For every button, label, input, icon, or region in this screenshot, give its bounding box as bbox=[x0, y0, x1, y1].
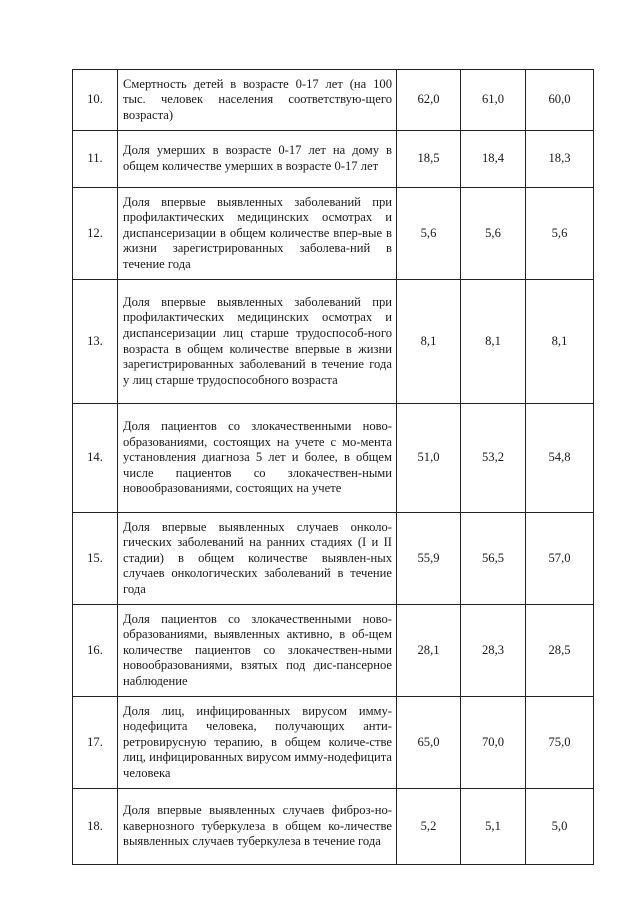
value-year-3: 5,0 bbox=[526, 789, 594, 865]
value-year-3: 8,1 bbox=[526, 280, 594, 404]
table-row bbox=[73, 404, 594, 513]
indicator-description: Смертность детей в возрасте 0-17 лет (на 100 тыс. человек населения соответствую-щего возраста) bbox=[118, 70, 397, 131]
row-number: 11. bbox=[73, 131, 118, 188]
table-row bbox=[73, 697, 594, 789]
table-row bbox=[73, 131, 594, 188]
value-year-1: 5,2 bbox=[397, 789, 461, 865]
table-row bbox=[73, 605, 594, 697]
value-year-2: 28,3 bbox=[461, 605, 526, 697]
value-year-3: 28,5 bbox=[526, 605, 594, 697]
table-row bbox=[73, 188, 594, 280]
value-year-2: 61,0 bbox=[461, 70, 526, 131]
indicator-description: Доля впервые выявленных случаев онколо-гических заболеваний на ранних стадиях (I и II стадии) в общем количестве выявлен-ных случаев онкологических заболеваний в течение года bbox=[118, 513, 397, 605]
value-year-3: 54,8 bbox=[526, 404, 594, 513]
value-year-1: 65,0 bbox=[397, 697, 461, 789]
table-row bbox=[73, 70, 594, 131]
value-year-1: 18,5 bbox=[397, 131, 461, 188]
indicator-description: Доля лиц, инфицированных вирусом имму-нодефицита человека, получающих анти-ретровирусную терапию, в общем количе-стве лиц, инфицированных вирусом имму-нодефицита человека bbox=[118, 697, 397, 789]
row-number: 18. bbox=[73, 789, 118, 865]
indicators-table-body bbox=[73, 70, 594, 865]
value-year-3: 57,0 bbox=[526, 513, 594, 605]
indicators-table bbox=[72, 69, 594, 865]
value-year-2: 5,6 bbox=[461, 188, 526, 280]
value-year-2: 70,0 bbox=[461, 697, 526, 789]
indicator-description: Доля впервые выявленных случаев фиброз-но-кавернозного туберкулеза в общем ко-личестве выявленных случаев туберкулеза в течение года bbox=[118, 789, 397, 865]
value-year-2: 53,2 bbox=[461, 404, 526, 513]
value-year-3: 18,3 bbox=[526, 131, 594, 188]
value-year-3: 5,6 bbox=[526, 188, 594, 280]
indicator-description: Доля умерших в возрасте 0-17 лет на дому в общем количестве умерших в возрасте 0-17 лет bbox=[118, 131, 397, 188]
value-year-1: 28,1 bbox=[397, 605, 461, 697]
value-year-1: 51,0 bbox=[397, 404, 461, 513]
indicator-description: Доля пациентов со злокачественными ново-образованиями, выявленных активно, в об-щем количестве пациентов со злокачествен-ными новообразованиями, взятых под дис-пансерное наблюдение bbox=[118, 605, 397, 697]
value-year-3: 75,0 bbox=[526, 697, 594, 789]
row-number: 15. bbox=[73, 513, 118, 605]
table-row bbox=[73, 789, 594, 865]
row-number: 12. bbox=[73, 188, 118, 280]
value-year-2: 5,1 bbox=[461, 789, 526, 865]
row-number: 16. bbox=[73, 605, 118, 697]
table-row bbox=[73, 513, 594, 605]
value-year-1: 62,0 bbox=[397, 70, 461, 131]
row-number: 13. bbox=[73, 280, 118, 404]
row-number: 10. bbox=[73, 70, 118, 131]
indicator-description: Доля впервые выявленных заболеваний при профилактических медицинских осмотрах и диспансеризации лиц старше трудоспособ-ного возраста в общем количестве впервые в жизни зарегистрированных заболеваний в течение года у лиц старше трудоспособного возраста bbox=[118, 280, 397, 404]
row-number: 14. bbox=[73, 404, 118, 513]
indicator-description: Доля пациентов со злокачественными ново-образованиями, состоящих на учете с мо-мента установления диагноза 5 лет и более, в общем числе пациентов со злокачествен-ными новообразованиями, состоящих на учете bbox=[118, 404, 397, 513]
value-year-1: 8,1 bbox=[397, 280, 461, 404]
value-year-1: 55,9 bbox=[397, 513, 461, 605]
row-number: 17. bbox=[73, 697, 118, 789]
value-year-1: 5,6 bbox=[397, 188, 461, 280]
indicator-description: Доля впервые выявленных заболеваний при профилактических медицинских осмотрах и диспансеризации в общем количестве впер-вые в жизни зарегистрированных заболева-ний в течение года bbox=[118, 188, 397, 280]
value-year-2: 18,4 bbox=[461, 131, 526, 188]
value-year-2: 56,5 bbox=[461, 513, 526, 605]
value-year-2: 8,1 bbox=[461, 280, 526, 404]
value-year-3: 60,0 bbox=[526, 70, 594, 131]
table-row bbox=[73, 280, 594, 404]
